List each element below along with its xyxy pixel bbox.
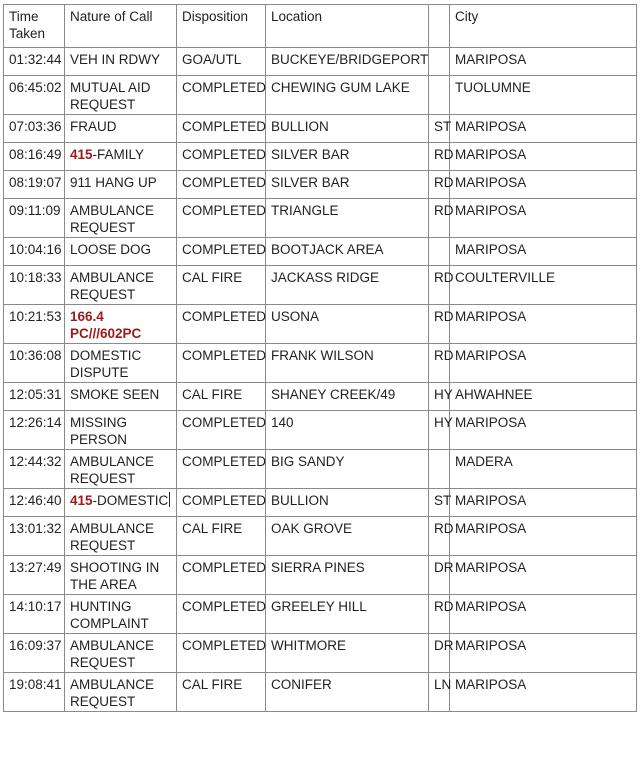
cell-type: LN — [429, 673, 450, 712]
table-row — [4, 383, 637, 411]
nature-text: -DOMESTIC — [92, 493, 169, 508]
table-row — [4, 489, 637, 517]
cell-location: JACKASS RIDGE — [266, 266, 429, 305]
cell-nature — [65, 595, 177, 634]
cell-disposition: COMPLETED — [177, 450, 266, 489]
cell-disposition: COMPLETED — [177, 411, 266, 450]
table-row — [4, 556, 637, 595]
cell-nature — [65, 266, 177, 305]
nature-text: MISSING PERSON — [70, 415, 128, 447]
cell-location: CHEWING GUM LAKE — [266, 76, 429, 115]
cell-location: SHANEY CREEK/49 — [266, 383, 429, 411]
cell-time: 12:46:40 — [4, 489, 65, 517]
cell-type: ST — [429, 115, 450, 143]
table-row — [4, 305, 637, 344]
nature-text: MUTUAL AID REQUEST — [70, 80, 151, 112]
cell-type: DR — [429, 634, 450, 673]
cell-location: CONIFER — [266, 673, 429, 712]
call-log-body — [4, 48, 637, 712]
cell-disposition: COMPLETED — [177, 199, 266, 238]
cell-location: OAK GROVE — [266, 517, 429, 556]
cell-city: MARIPOSA — [450, 673, 637, 712]
cell-time: 10:04:16 — [4, 238, 65, 266]
cell-time: 19:08:41 — [4, 673, 65, 712]
cell-city: MARIPOSA — [450, 411, 637, 450]
cell-location: SILVER BAR — [266, 171, 429, 199]
cell-city: MARIPOSA — [450, 199, 637, 238]
cell-disposition: COMPLETED — [177, 556, 266, 595]
header-time: Time Taken — [4, 5, 65, 48]
cell-city: MARIPOSA — [450, 556, 637, 595]
nature-text: AMBULANCE REQUEST — [70, 270, 155, 302]
cell-city: MARIPOSA — [450, 489, 637, 517]
cell-time: 14:10:17 — [4, 595, 65, 634]
nature-text: AMBULANCE REQUEST — [70, 521, 155, 553]
nature-text: 911 HANG UP — [70, 175, 157, 190]
cell-nature — [65, 171, 177, 199]
cell-time: 08:19:07 — [4, 171, 65, 199]
cell-location: WHITMORE — [266, 634, 429, 673]
cell-disposition: COMPLETED — [177, 595, 266, 634]
nature-text: -FAMILY — [92, 147, 145, 162]
cell-time: 13:27:49 — [4, 556, 65, 595]
cell-city: MADERA — [450, 450, 637, 489]
cell-location: GREELEY HILL — [266, 595, 429, 634]
cell-nature — [65, 634, 177, 673]
cell-city: AHWAHNEE — [450, 383, 637, 411]
nature-text: LOOSE DOG — [70, 242, 152, 257]
cell-nature — [65, 383, 177, 411]
cell-time: 08:16:49 — [4, 143, 65, 171]
nature-text: DOMESTIC DISPUTE — [70, 348, 142, 380]
cell-city: MARIPOSA — [450, 634, 637, 673]
nature-code: 415 — [70, 147, 93, 162]
cell-location: BULLION — [266, 115, 429, 143]
cell-nature — [65, 489, 177, 517]
cell-disposition: COMPLETED — [177, 238, 266, 266]
header-type — [429, 5, 450, 48]
table-row — [4, 238, 637, 266]
cell-type — [429, 76, 450, 115]
cell-location: BOOTJACK AREA — [266, 238, 429, 266]
cell-type: HY — [429, 411, 450, 450]
cell-time: 01:32:44 — [4, 48, 65, 76]
cell-location: FRANK WILSON — [266, 344, 429, 383]
cell-type: RD — [429, 171, 450, 199]
cell-nature — [65, 411, 177, 450]
cell-location: 140 — [266, 411, 429, 450]
nature-code: 166.4 PC///602PC — [70, 309, 142, 341]
nature-text: AMBULANCE REQUEST — [70, 454, 155, 486]
cell-type: RD — [429, 344, 450, 383]
nature-text: AMBULANCE REQUEST — [70, 677, 155, 709]
cell-nature — [65, 238, 177, 266]
table-row — [4, 266, 637, 305]
cell-disposition: COMPLETED — [177, 344, 266, 383]
table-row — [4, 411, 637, 450]
cell-disposition: GOA/UTL — [177, 48, 266, 76]
cell-nature — [65, 48, 177, 76]
nature-text: AMBULANCE REQUEST — [70, 203, 155, 235]
cell-disposition: CAL FIRE — [177, 517, 266, 556]
cell-city: MARIPOSA — [450, 305, 637, 344]
cell-type — [429, 450, 450, 489]
cell-time: 16:09:37 — [4, 634, 65, 673]
cell-location: BULLION — [266, 489, 429, 517]
table-row — [4, 48, 637, 76]
cell-location: BIG SANDY — [266, 450, 429, 489]
cell-type — [429, 48, 450, 76]
call-log-table — [3, 4, 637, 712]
cell-type — [429, 238, 450, 266]
cell-location: TRIANGLE — [266, 199, 429, 238]
cell-city: MARIPOSA — [450, 344, 637, 383]
cell-nature — [65, 450, 177, 489]
nature-text: SMOKE SEEN — [70, 387, 160, 402]
header-city: City — [450, 5, 637, 48]
cell-time: 10:21:53 — [4, 305, 65, 344]
cell-type: RD — [429, 595, 450, 634]
cell-nature — [65, 305, 177, 344]
cell-type: HY — [429, 383, 450, 411]
table-row — [4, 517, 637, 556]
cell-disposition: COMPLETED — [177, 489, 266, 517]
cell-time: 10:36:08 — [4, 344, 65, 383]
cell-location: BUCKEYE/BRIDGEPORT — [266, 48, 429, 76]
header-nature: Nature of Call — [65, 5, 177, 48]
cell-city: TUOLUMNE — [450, 76, 637, 115]
nature-text: HUNTING COMPLAINT — [70, 599, 149, 631]
cell-city: MARIPOSA — [450, 48, 637, 76]
cell-city: MARIPOSA — [450, 238, 637, 266]
cell-disposition: CAL FIRE — [177, 383, 266, 411]
header-location: Location — [266, 5, 429, 48]
cell-time: 06:45:02 — [4, 76, 65, 115]
cell-time: 09:11:09 — [4, 199, 65, 238]
table-row — [4, 76, 637, 115]
text-cursor — [169, 492, 170, 507]
header-disposition: Disposition — [177, 5, 266, 48]
cell-city: COULTERVILLE — [450, 266, 637, 305]
cell-time: 12:44:32 — [4, 450, 65, 489]
header-row — [4, 5, 637, 48]
cell-nature — [65, 115, 177, 143]
table-row — [4, 143, 637, 171]
cell-location: SIERRA PINES — [266, 556, 429, 595]
cell-type: RD — [429, 517, 450, 556]
cell-nature — [65, 556, 177, 595]
cell-city: MARIPOSA — [450, 517, 637, 556]
nature-text: AMBULANCE REQUEST — [70, 638, 155, 670]
cell-location: USONA — [266, 305, 429, 344]
nature-text: FRAUD — [70, 119, 117, 134]
table-row — [4, 450, 637, 489]
cell-nature — [65, 673, 177, 712]
table-row — [4, 115, 637, 143]
cell-time: 13:01:32 — [4, 517, 65, 556]
table-row — [4, 199, 637, 238]
cell-city: MARIPOSA — [450, 171, 637, 199]
cell-time: 12:05:31 — [4, 383, 65, 411]
cell-location: SILVER BAR — [266, 143, 429, 171]
nature-text: VEH IN RDWY — [70, 52, 161, 67]
cell-city: MARIPOSA — [450, 595, 637, 634]
cell-type: DR — [429, 556, 450, 595]
table-row — [4, 171, 637, 199]
cell-city: MARIPOSA — [450, 143, 637, 171]
cell-nature — [65, 76, 177, 115]
table-row — [4, 344, 637, 383]
cell-nature — [65, 143, 177, 171]
nature-code: 415 — [70, 493, 93, 508]
cell-disposition: COMPLETED — [177, 76, 266, 115]
cell-disposition: CAL FIRE — [177, 266, 266, 305]
cell-type: RD — [429, 199, 450, 238]
table-row — [4, 634, 637, 673]
cell-time: 07:03:36 — [4, 115, 65, 143]
cell-disposition: COMPLETED — [177, 634, 266, 673]
cell-time: 10:18:33 — [4, 266, 65, 305]
table-row — [4, 673, 637, 712]
cell-disposition: CAL FIRE — [177, 673, 266, 712]
cell-type: RD — [429, 143, 450, 171]
cell-type: ST — [429, 489, 450, 517]
table-row — [4, 595, 637, 634]
cell-nature — [65, 199, 177, 238]
cell-nature — [65, 517, 177, 556]
cell-city: MARIPOSA — [450, 115, 637, 143]
cell-nature — [65, 344, 177, 383]
nature-text: SHOOTING IN THE AREA — [70, 560, 160, 592]
cell-disposition: COMPLETED — [177, 171, 266, 199]
cell-type: RD — [429, 266, 450, 305]
cell-disposition: COMPLETED — [177, 143, 266, 171]
cell-type: RD — [429, 305, 450, 344]
cell-time: 12:26:14 — [4, 411, 65, 450]
cell-disposition: COMPLETED — [177, 115, 266, 143]
cell-disposition: COMPLETED — [177, 305, 266, 344]
